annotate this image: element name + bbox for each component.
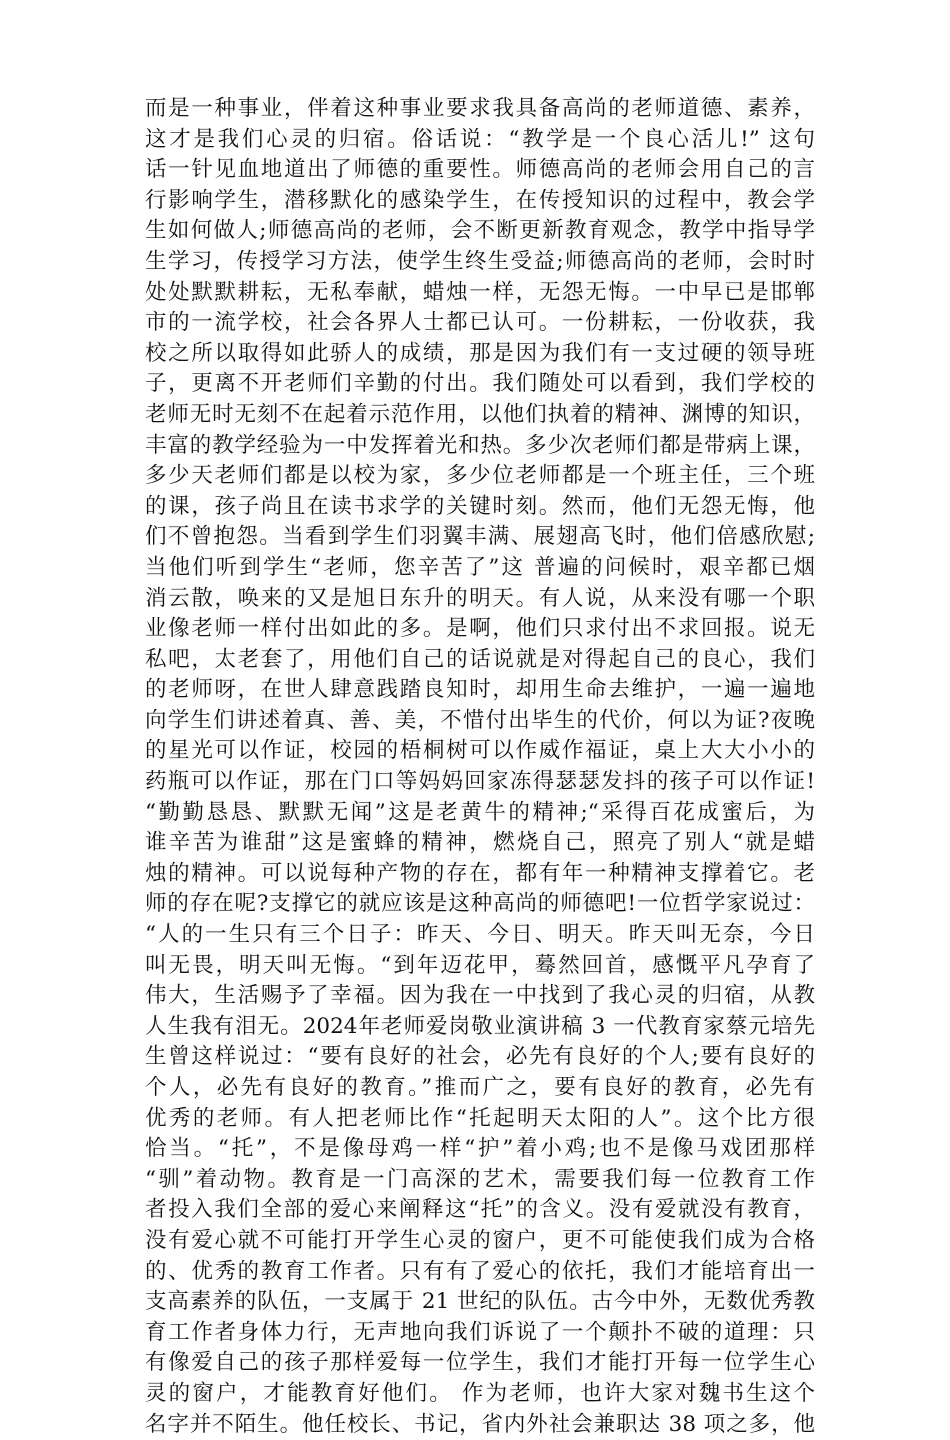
text-line: 丰富的教学经验为一中发挥着光和热。多少次老师们都是带病上课， <box>145 432 815 458</box>
text-line: 灵的窗户，才能教育好他们。 作为老师，也许大家对魏书生这个 <box>145 1380 815 1406</box>
text-line: 子，更离不开老师们辛勤的付出。我们随处可以看到，我们学校的 <box>145 371 815 397</box>
text-line: 的星光可以作证，校园的梧桐树可以作威作福证，桌上大大小小的 <box>145 738 815 764</box>
text-line: 生如何做人;师德高尚的老师，会不断更新教育观念，教学中指导学 <box>145 218 815 244</box>
text-line: 行影响学生，潜移默化的感染学生，在传授知识的过程中，教会学 <box>145 187 815 213</box>
text-line: 消云散，唤来的又是旭日东升的明天。有人说，从来没有哪一个职 <box>145 585 815 611</box>
text-line: 师的存在呢?支撑它的就应该是这种高尚的师德吧!一位哲学家说过： <box>145 891 815 917</box>
text-line: 向学生们讲述着真、善、美，不惜付出毕生的代价，何以为证?夜晚 <box>145 707 815 733</box>
text-line: 私吧，太老套了，用他们自己的话说就是对得起自己的良心，我们 <box>145 646 815 672</box>
text-line: 个人，必先有良好的教育。”推而广之，要有良好的教育，必先有 <box>145 1075 815 1100</box>
body-text <box>145 94 815 1440</box>
text-line: 这才是我们心灵的归宿。俗话说：“教学是一个良心活儿!” 这句 <box>145 126 815 152</box>
text-line: 没有爱心就不可能打开学生心灵的窗户，更不可能使我们成为合格 <box>145 1227 815 1253</box>
text-line: 药瓶可以作证，那在门口等妈妈回家冻得瑟瑟发抖的孩子可以作证! <box>145 769 815 795</box>
text-line: 多少天老师们都是以校为家，多少位老师都是一个班主任，三个班 <box>145 463 815 489</box>
text-line: 恰当。“托”，不是像母鸡一样“护”着小鸡;也不是像马戏团那样 <box>145 1136 815 1162</box>
text-line: 人生我有泪无。2024年老师爱岗敬业演讲稿 3 一代教育家蔡元培先 <box>145 1013 815 1039</box>
text-line: 生曾这样说过：“要有良好的社会，必先有良好的个人;要有良好的 <box>145 1044 815 1070</box>
text-line: 话一针见血地道出了师德的重要性。师德高尚的老师会用自己的言 <box>145 157 815 183</box>
text-line: 们不曾抱怨。当看到学生们羽翼丰满、展翅高飞时，他们倍感欣慰; <box>145 524 815 550</box>
text-line: 的课，孩子尚且在读书求学的关键时刻。然而，他们无怨无悔，他 <box>145 493 815 519</box>
text-line: 的老师呀，在世人肆意践踏良知时，却用生命去维护，一遍一遍地 <box>145 677 815 703</box>
text-line: 伟大，生活赐予了幸福。因为我在一中找到了我心灵的归宿，从教 <box>145 983 815 1009</box>
text-line: 老师无时无刻不在起着示范作用，以他们执着的精神、渊博的知识， <box>145 401 815 427</box>
text-line: 育工作者身体力行，无声地向我们诉说了一个颠扑不破的道理：只 <box>145 1319 815 1345</box>
text-line: “勤勤恳恳、默默无闻”这是老黄牛的精神;“采得百花成蜜后，为 <box>145 799 815 825</box>
text-line: “驯”着动物。教育是一门高深的艺术，需要我们每一位教育工作 <box>145 1166 815 1192</box>
text-line: 市的一流学校，社会各界人士都已认可。一份耕耘，一份收获，我 <box>145 310 815 336</box>
text-line: 有像爱自己的孩子那样爱每一位学生，我们才能打开每一位学生心 <box>145 1350 815 1376</box>
text-line: 校之所以取得如此骄人的成绩，那是因为我们有一支过硬的领导班 <box>145 340 815 366</box>
text-line: 叫无畏，明天叫无悔。“到年迈花甲，蓦然回首，感慨平凡孕育了 <box>145 952 815 978</box>
text-line: 支高素养的队伍，一支属于 21 世纪的队伍。古今中外，无数优秀教 <box>145 1289 815 1315</box>
text-line: 业像老师一样付出如此的多。是啊，他们只求付出不求回报。说无 <box>145 616 815 642</box>
text-line: 的、优秀的教育工作者。只有有了爱心的依托，我们才能培育出一 <box>145 1258 815 1284</box>
text-line: 处处默默耕耘，无私奉献，蜡烛一样，无怨无悔。一中早已是邯郸 <box>145 279 815 305</box>
text-line: 烛的精神。可以说每种产物的存在，都有年一种精神支撑着它。老 <box>145 860 815 886</box>
text-line: 而是一种事业，伴着这种事业要求我具备高尚的老师道德、素养， <box>145 96 815 121</box>
text-line: 谁辛苦为谁甜”这是蜜蜂的精神，燃烧自己，照亮了别人“就是蜡 <box>145 830 815 856</box>
text-line: 者投入我们全部的爱心来阐释这“托”的含义。没有爱就没有教育， <box>145 1197 815 1223</box>
text-line: 生学习，传授学习方法，使学生终生受益;师德高尚的老师，会时时 <box>145 248 815 274</box>
text-line: 优秀的老师。有人把老师比作“托起明天太阳的人”。这个比方很 <box>145 1105 815 1131</box>
text-line: 名字并不陌生。他任校长、书记，省内外社会兼职达 38 项之多，他 <box>145 1411 815 1437</box>
text-line: “人的一生只有三个日子：昨天、今日、明天。昨天叫无奈，今日 <box>145 922 815 948</box>
text-line: 当他们听到学生“老师，您辛苦了”这 普遍的问候时，艰辛都已烟 <box>145 554 815 580</box>
